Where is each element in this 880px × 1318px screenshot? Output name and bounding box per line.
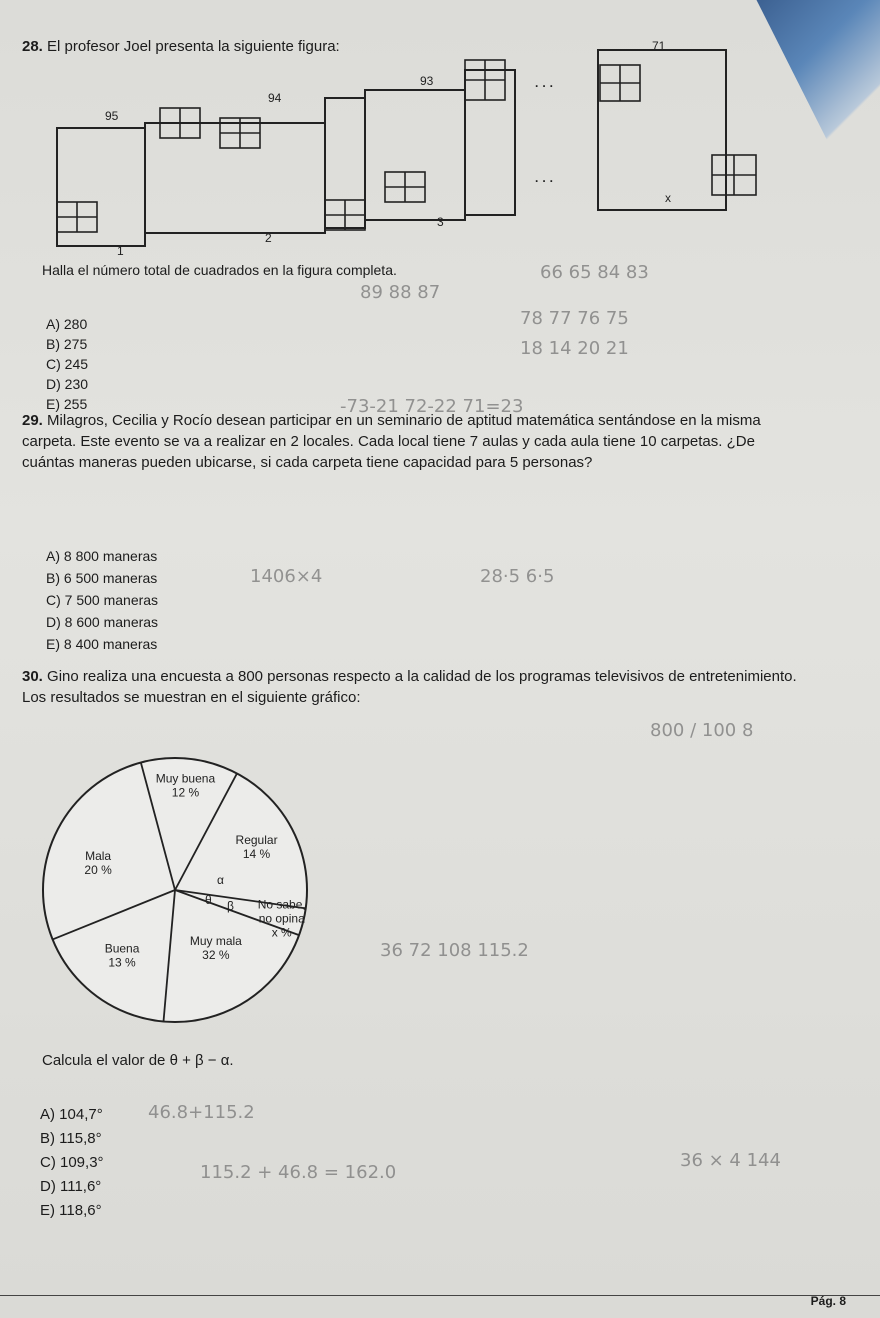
q28-option-a[interactable]: A) 280	[46, 316, 88, 332]
q29-option-d[interactable]: D) 8 600 maneras	[46, 614, 159, 630]
rect-3	[365, 90, 465, 220]
q30-option-b[interactable]: B) 115,8°	[40, 1130, 102, 1147]
q29-option-c[interactable]: C) 7 500 maneras	[46, 592, 159, 608]
pie-label-1-line-1: Muy buena	[155, 771, 216, 786]
rect-4	[465, 70, 515, 215]
label-x: x	[665, 191, 671, 205]
dots-top: · · ·	[535, 79, 554, 93]
q30-text: Gino realiza una encuesta a 800 personas respecto a la calidad de los programas televisivos de entretenimiento. Los resultados se muestran en el siguiente gráfico:	[22, 668, 797, 706]
q29-option-a[interactable]: A) 8 800 maneras	[46, 548, 158, 564]
handwriting-8: 800 / 100 8	[650, 720, 754, 741]
q28-number: 28.	[22, 38, 43, 55]
q30-option-e[interactable]: E) 118,6°	[40, 1202, 102, 1219]
label-3: 3	[437, 215, 444, 229]
q30-option-c[interactable]: C) 109,3°	[40, 1154, 104, 1171]
pie-angle-label-1: α	[217, 873, 224, 887]
handwriting-9: 36 72 108 115.2	[380, 940, 529, 961]
dots-bottom: · · ·	[535, 174, 554, 188]
q30-option-a[interactable]: A) 104,7°	[40, 1106, 103, 1123]
label-2: 2	[265, 231, 272, 245]
label-1: 1	[117, 244, 124, 258]
pie-label-6-line-1: Mala	[85, 848, 112, 863]
handwriting-10: 46.8+115.2	[148, 1102, 255, 1123]
pie-label-2-line-1: Regular	[235, 832, 278, 847]
handwriting-11: 115.2 + 46.8 = 162.0	[200, 1162, 397, 1183]
pie-angle-label-3: β	[227, 899, 234, 913]
label-71: 71	[652, 39, 666, 53]
pie-label-5-line-2: 13 %	[108, 955, 136, 970]
q28-option-b[interactable]: B) 275	[46, 336, 88, 352]
handwriting-4: 18 14 20 21	[520, 338, 629, 359]
q30-option-d[interactable]: D) 111,6°	[40, 1178, 102, 1195]
q29-statement	[22, 410, 802, 473]
q28-squares-figure	[0, 30, 880, 270]
handwriting-3: 78 77 76 75	[520, 308, 629, 329]
q29-text: Milagros, Cecilia y Rocío desean participar en un seminario de aptitud matemática sentándose en la misma carpeta. Este evento se va a realizar en 2 locales. Cada local tiene 7 aulas y cada aula tiene 10 carpetas. ¿De cuántas maneras pueden ubicarse, si cada carpeta tiene capacidad para 5 personas?	[22, 412, 761, 471]
q29-number: 29.	[22, 412, 43, 429]
rect-71	[598, 50, 726, 210]
q28-prompt: El profesor Joel presenta la siguiente figura:	[47, 38, 340, 55]
footer-divider	[0, 1295, 880, 1296]
handwriting-2: 89 88 87	[360, 282, 441, 303]
q28-option-c[interactable]: C) 245	[46, 356, 89, 372]
pie-label-2-line-2: 14 %	[242, 846, 271, 861]
q29-option-b[interactable]: B) 6 500 maneras	[46, 570, 158, 586]
handwriting-1: 66 65 84 83	[540, 262, 649, 283]
pie-label-3-line-2: no opina	[258, 911, 305, 926]
label-93: 93	[420, 74, 434, 88]
page-number: Pág. 8	[810, 1294, 846, 1308]
pie-label-4-line-1: Muy mala	[189, 933, 242, 948]
pie-angle-label-2: θ	[205, 893, 212, 907]
pie-label-6-line-2: 20 %	[84, 862, 112, 877]
pie-label-1-line-2: 12 %	[171, 785, 200, 800]
handwriting-7: 28·5 6·5	[480, 566, 555, 587]
pie-chart	[30, 740, 350, 1040]
rect-2	[145, 123, 325, 233]
q30-number: 30.	[22, 668, 43, 685]
pie-label-4-line-2: 32 %	[202, 947, 230, 962]
label-94: 94	[268, 91, 282, 105]
q30-statement	[22, 666, 812, 708]
label-95: 95	[105, 109, 119, 123]
handwriting-6: 1406×4	[250, 566, 323, 587]
q29-option-e[interactable]: E) 8 400 maneras	[46, 636, 158, 652]
rect-1	[57, 128, 145, 246]
pie-label-5-line-1: Buena	[104, 941, 140, 956]
q28-option-e[interactable]: E) 255	[46, 396, 88, 412]
q30-question: Calcula el valor de θ + β − α.	[42, 1052, 234, 1069]
pie-label-3-line-1: No sabe,	[257, 897, 306, 912]
q28-question: Halla el número total de cuadrados en la figura completa.	[42, 262, 397, 278]
handwriting-5: -73-21 72-22 71=23	[340, 396, 524, 417]
pie-label-3-line-3: x %	[271, 925, 292, 940]
q28-option-d[interactable]: D) 230	[46, 376, 89, 392]
handwriting-12: 36 × 4 144	[680, 1150, 781, 1171]
